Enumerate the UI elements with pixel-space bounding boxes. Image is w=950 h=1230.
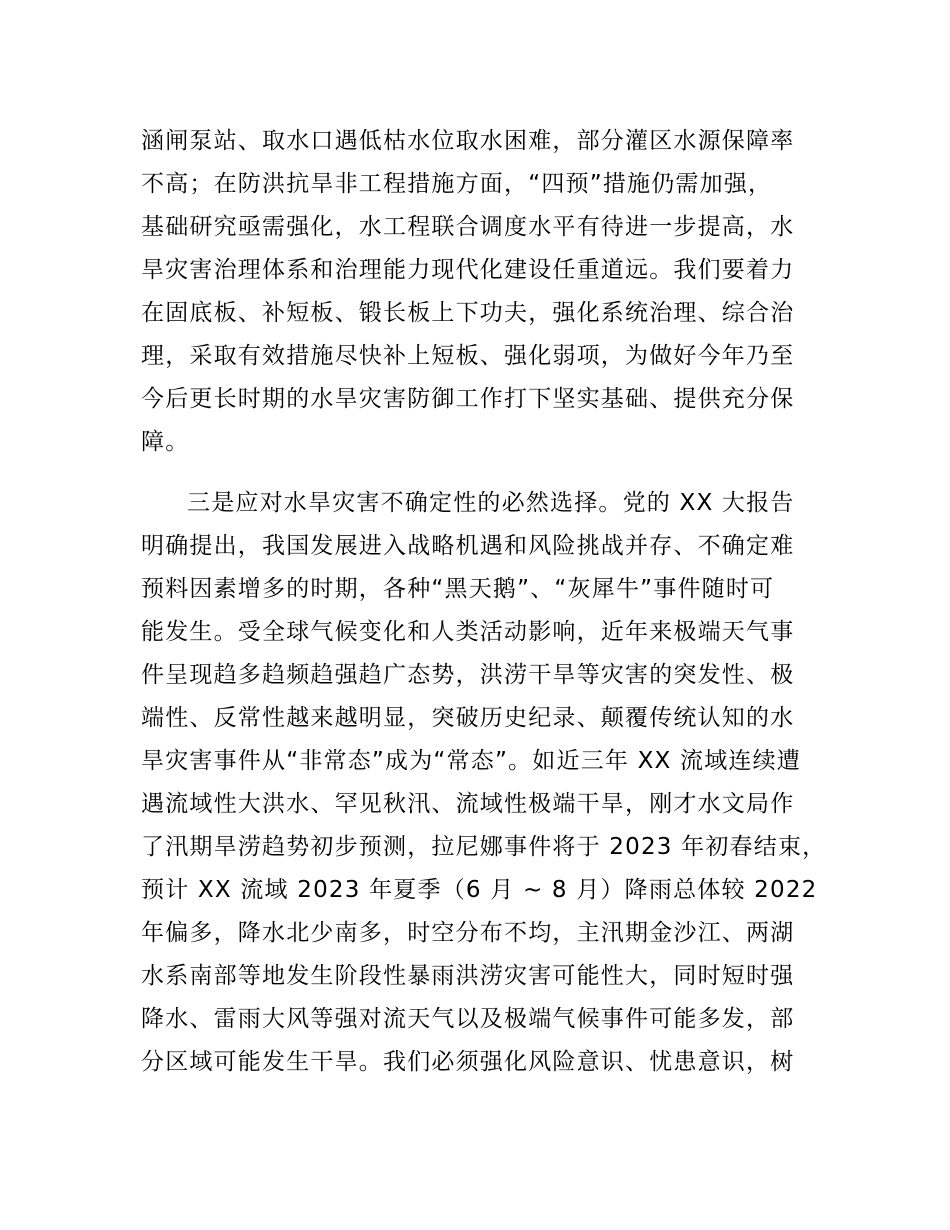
text-line: 预料因素增多的时期，各种“黑天鹅”、“灰犀牛”事件随时可 xyxy=(141,576,775,602)
text-line: 三是应对水旱灾害不确定性的必然选择。党的 XX 大报告 xyxy=(187,490,795,516)
text-line: 障。 xyxy=(141,429,190,455)
text-line: 涵闸泵站、取水口遇低枯水位取水困难，部分灌区水源保障率 xyxy=(141,128,795,154)
text-line: 基础研究亟需强化，水工程联合调度水平有待进一步提高，水 xyxy=(141,214,795,240)
text-line: 降水、雷雨大风等强对流天气以及极端气候事件可能多发，部 xyxy=(141,1006,795,1032)
text-line: 遇流域性大洪水、罕见秋汛、流域性极端干旱，刚才水文局作 xyxy=(141,791,795,817)
text-line: 在固底板、补短板、锻长板上下功夫，强化系统治理、综合治 xyxy=(141,300,795,326)
paragraph-2 xyxy=(141,482,841,1084)
text-line: 明确提出，我国发展进入战略机遇和风险挑战并存、不确定难 xyxy=(141,533,795,559)
text-line: 端性、反常性越来越明显，突破历史纪录、颠覆传统认知的水 xyxy=(141,705,795,731)
text-line: 不高；在防洪抗旱非工程措施方面，“四预”措施仍需加强， xyxy=(141,171,773,197)
text-line: 分区域可能发生干旱。我们必须强化风险意识、忧患意识，树 xyxy=(141,1049,795,1075)
text-line: 预计 XX 流域 2023 年夏季（6 月 ~ 8 月）降雨总体较 2022 xyxy=(141,877,818,903)
text-line: 水系南部等地发生阶段性暴雨洪涝灾害可能性大，同时短时强 xyxy=(141,963,795,989)
text-line: 理，采取有效措施尽快补上短板、强化弱项，为做好今年乃至 xyxy=(141,343,795,369)
text-line: 年偏多，降水北少南多，时空分布不均，主汛期金沙江、两湖 xyxy=(141,920,795,946)
text-line: 旱灾害治理体系和治理能力现代化建设任重道远。我们要着力 xyxy=(141,257,795,283)
text-line: 能发生。受全球气候变化和人类活动影响，近年来极端天气事 xyxy=(141,619,795,645)
text-line: 今后更长时期的水旱灾害防御工作打下坚实基础、提供充分保 xyxy=(141,386,795,412)
text-line: 旱灾害事件从“非常态”成为“常态”。如近三年 XX 流域连续遭 xyxy=(141,748,801,774)
text-line: 件呈现趋多趋频趋强趋广态势，洪涝干旱等灾害的突发性、极 xyxy=(141,662,795,688)
text-line: 了汛期旱涝趋势初步预测，拉尼娜事件将于 2023 年初春结束， xyxy=(141,834,827,860)
paragraph-1 xyxy=(141,120,841,464)
